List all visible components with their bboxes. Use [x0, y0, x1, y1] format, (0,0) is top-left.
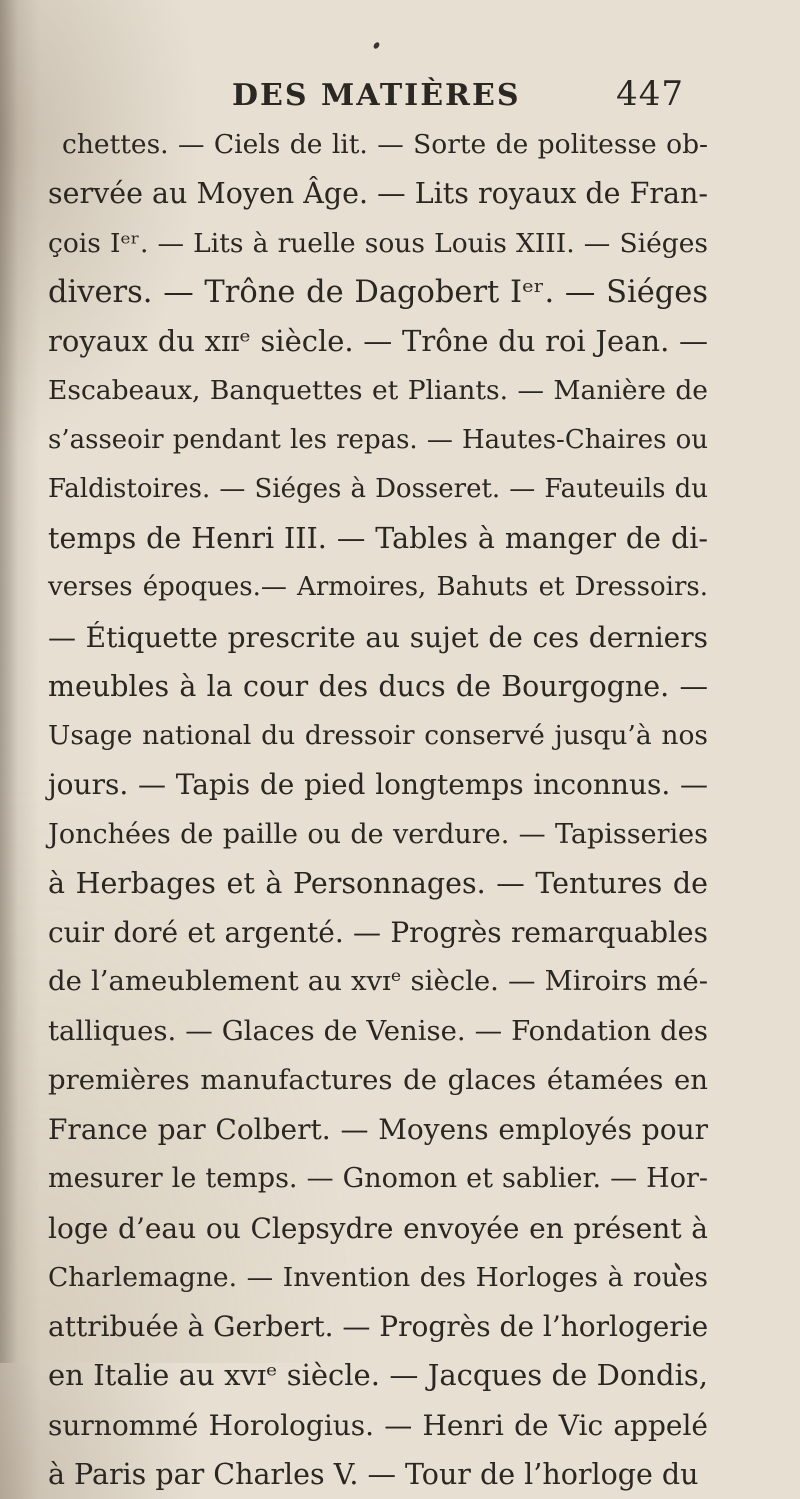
text-line: surnommé Horologius. — Henri de Vic appelé	[48, 1408, 708, 1442]
table-of-contents-text	[48, 120, 708, 1499]
text-line: servée au Moyen Âge. — Lits royaux de Fran-	[48, 177, 708, 211]
text-line: divers. — Trône de Dagobert Iᵉʳ. — Siéges	[48, 274, 708, 310]
text-line: à Paris par Charles V. — Tour de l’horloge du	[48, 1457, 699, 1491]
text-line: de l’ameublement au xvɪᵉ siècle. — Miroirs mé-	[48, 965, 708, 998]
text-line: meubles à la cour des ducs de Bourgogne. —	[48, 669, 708, 703]
text-line: à Herbages et à Personnages. — Tentures de	[48, 866, 708, 900]
text-line: jours. — Tapis de pied longtemps inconnus. —	[48, 768, 708, 802]
text-line: premières manufactures de glaces étamées en	[48, 1063, 708, 1096]
text-line: loge d’eau ou Clepsydre envoyée en présent à	[48, 1211, 708, 1245]
text-line: Usage national du dressoir conservé jusqu’à nos	[48, 720, 708, 751]
text-line: Charlemagne. — Invention des Horloges à roues	[48, 1261, 708, 1293]
text-line: çois Iᵉʳ. — Lits à ruelle sous Louis XIII. — Siéges	[48, 227, 708, 259]
page-number: 447	[616, 74, 684, 114]
text-line: s’asseoir pendant les repas. — Hautes-Chaires ou	[48, 424, 708, 455]
text-line: attribuée à Gerbert. — Progrès de l’horlogerie	[48, 1310, 709, 1343]
page-edge-shadow	[0, 0, 18, 1363]
ink-speck-top	[372, 41, 380, 50]
text-line: cuir doré et argenté. — Progrès remarquables	[48, 916, 708, 949]
running-head: DES MATIÈRES	[232, 78, 521, 113]
text-line: en Italie au xvɪᵉ siècle. — Jacques de Dondis,	[48, 1358, 708, 1393]
text-line: — Étiquette prescrite au sujet de ces derniers	[48, 620, 708, 654]
text-line: Escabeaux, Banquettes et Pliants. — Manière de	[48, 375, 708, 407]
text-line: Jonchées de paille ou de verdure. — Tapisseries	[48, 818, 708, 850]
text-line: Faldistoires. — Siéges à Dosseret. — Fauteuils du	[48, 473, 708, 504]
text-line: chettes. — Ciels de lit. — Sorte de politesse ob-	[62, 129, 708, 160]
text-line: verses époques.— Armoires, Bahuts et Dressoirs.	[48, 572, 708, 603]
text-line: France par Colbert. — Moyens employés pour	[48, 1113, 708, 1146]
text-line: temps de Henri III. — Tables à manger de di-	[48, 522, 708, 555]
text-line: mesurer le temps. — Gnomon et sablier. — Hor-	[48, 1163, 708, 1195]
page-header	[232, 70, 684, 118]
text-line: royaux du xɪɪᵉ siècle. — Trône du roi Jean. —	[48, 324, 708, 358]
text-line: talliques. — Glaces de Venise. — Fondation des	[48, 1014, 708, 1047]
